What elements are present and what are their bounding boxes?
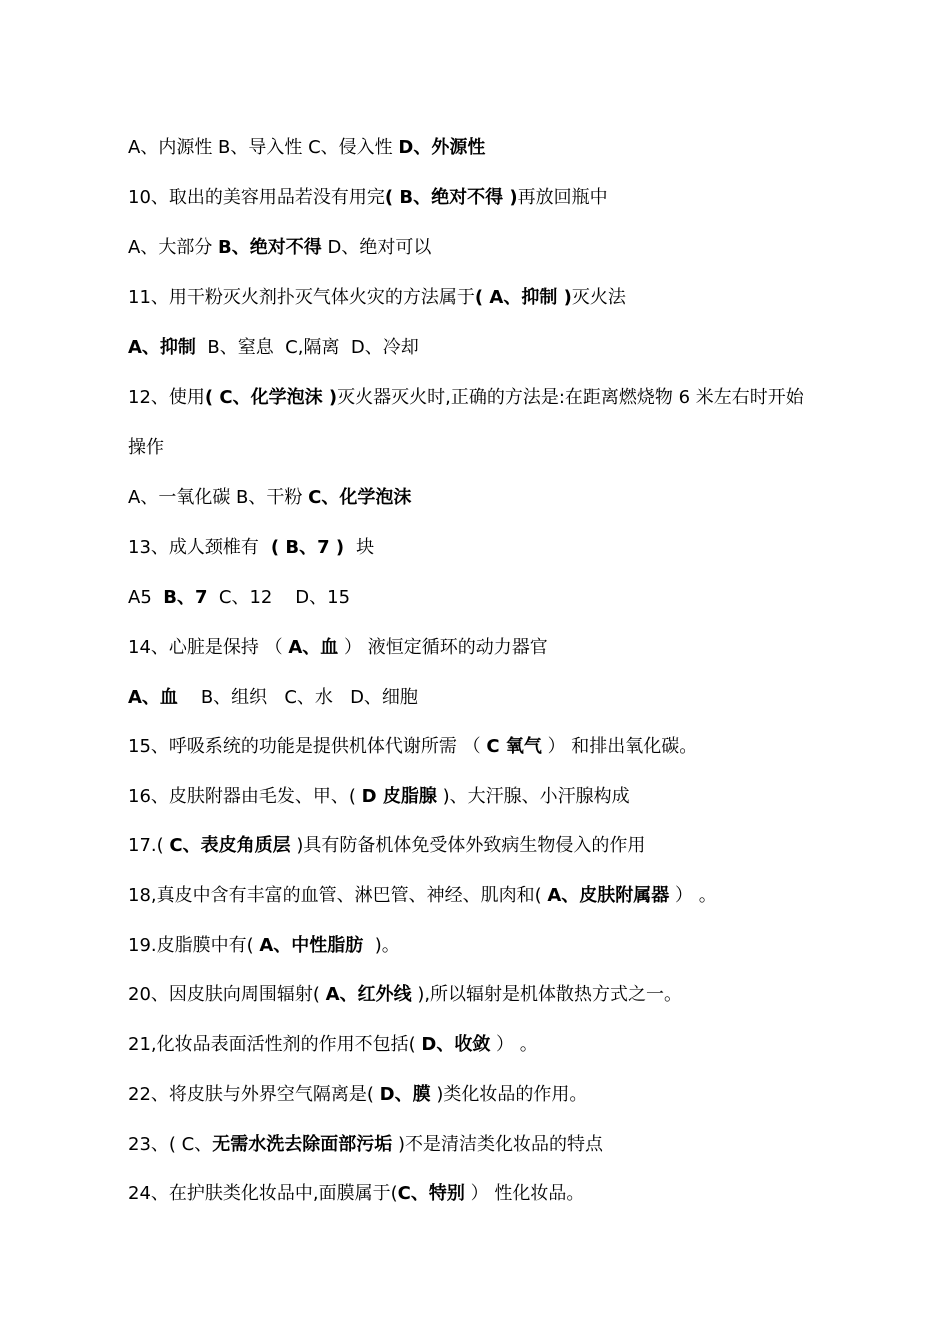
text-line (128, 230, 910, 266)
text-line (128, 828, 910, 864)
text-line (128, 878, 910, 914)
text-line (128, 1127, 910, 1163)
text-line (128, 928, 910, 964)
answer-text: ( C、化学泡沫 ) (204, 387, 338, 408)
question-text: )具有防备机体免受体外致病生物侵入的作用 (290, 835, 646, 856)
question-text: ） 。 (669, 885, 717, 906)
answer-text: A、红外线 (325, 984, 412, 1005)
answer-text: D、膜 (379, 1084, 431, 1105)
answer-text: ( B、7 ) (264, 537, 351, 558)
question-text: 灭火器灭火时,正确的方法是:在距离燃烧物 6 米左右时开始 (337, 387, 804, 408)
answer-text: C、特别 (397, 1183, 465, 1204)
question-text: 14、心脏是保持 （ (128, 637, 289, 658)
question-text: )。 (363, 935, 400, 956)
question-text: A、内源性 B、导入性 C、侵入性 (128, 137, 399, 158)
answer-text: B、7 (163, 587, 208, 608)
answer-text: A、血 (128, 687, 178, 708)
question-text: 再放回瓶中 (517, 187, 608, 208)
text-line (128, 729, 910, 765)
answer-text: ( A、抑制 ) (474, 287, 572, 308)
answer-text: ( B、绝对不得 ) (384, 187, 518, 208)
text-line (128, 680, 910, 716)
text-line (128, 977, 910, 1013)
answer-text: D、外源性 (398, 137, 486, 158)
question-text: 块 (350, 537, 375, 558)
question-text: 11、用干粉灭火剂扑灭气体火灾的方法属于 (128, 287, 475, 308)
question-text: ） 性化妆品。 (464, 1183, 585, 1204)
question-text: )类化妆品的作用。 (430, 1084, 588, 1105)
question-text: A、大部分 (128, 237, 219, 258)
answer-text: A、皮肤附属器 (547, 885, 670, 906)
answer-text: D、收敛 (421, 1034, 491, 1055)
question-text: B、组织 C、水 D、细胞 (177, 687, 418, 708)
answer-text: D 皮脂腺 (361, 786, 437, 807)
question-text: 21,化妆品表面活性剂的作用不包括( (128, 1034, 422, 1055)
text-line (128, 180, 910, 216)
question-text: C、12 D、15 (207, 587, 351, 608)
text-line (128, 580, 910, 616)
question-text: 22、将皮肤与外界空气隔离是( (128, 1084, 380, 1105)
answer-text: C、化学泡沫 (308, 487, 412, 508)
question-text: 16、皮肤附器由毛发、甲、( (128, 786, 362, 807)
answer-text: A、中性脂肪 (259, 935, 364, 956)
question-text: ),所以辐射是机体散热方式之一。 (411, 984, 683, 1005)
text-line (128, 380, 910, 416)
question-text: 20、因皮肤向周围辐射( (128, 984, 326, 1005)
question-text: 灭火法 (571, 287, 626, 308)
question-text: )、大汗腺、小汗腺构成 (436, 786, 630, 807)
question-text: ） 。 (490, 1034, 538, 1055)
text-line (128, 1176, 910, 1212)
answer-text: A、抑制 (128, 337, 196, 358)
question-text: 操作 (128, 437, 164, 458)
text-line (128, 330, 910, 366)
text-line (128, 480, 910, 516)
text-line (128, 130, 910, 166)
question-text: 15、呼吸系统的功能是提供机体代谢所需 （ (128, 736, 487, 757)
text-line (128, 1077, 910, 1113)
question-text: 19.皮脂膜中有( (128, 935, 260, 956)
text-line (128, 530, 910, 566)
question-text: 12、使用 (128, 387, 205, 408)
text-line (128, 779, 910, 815)
question-text: 23、( C、 (128, 1134, 213, 1155)
text-line (128, 1027, 910, 1063)
question-text: ） 和排出氧化碳。 (541, 736, 698, 757)
question-text: D、绝对可以 (321, 237, 432, 258)
answer-text: C、表皮角质层 (169, 835, 291, 856)
text-line (128, 430, 910, 466)
question-text: 24、在护肤类化妆品中,面膜属于( (128, 1183, 398, 1204)
question-text: 10、取出的美容用品若没有用完 (128, 187, 385, 208)
question-text: A、一氧化碳 B、干粉 (128, 487, 309, 508)
answer-text: C 氧气 (486, 736, 542, 757)
question-text: 13、成人颈椎有 (128, 537, 265, 558)
question-text: A5 (128, 587, 164, 608)
question-text: B、窒息 C,隔离 D、冷却 (195, 337, 419, 358)
answer-text: B、绝对不得 (218, 237, 322, 258)
question-text: 17.( (128, 835, 170, 856)
text-line (128, 630, 910, 666)
question-text: ） 液恒定循环的动力器官 (338, 637, 548, 658)
question-text: )不是清洁类化妆品的特点 (392, 1134, 603, 1155)
text-line (128, 280, 910, 316)
answer-text: A、血 (288, 637, 339, 658)
question-text: 18,真皮中含有丰富的血管、淋巴管、神经、肌肉和( (128, 885, 548, 906)
answer-text: 无需水洗去除面部污垢 (212, 1134, 393, 1155)
